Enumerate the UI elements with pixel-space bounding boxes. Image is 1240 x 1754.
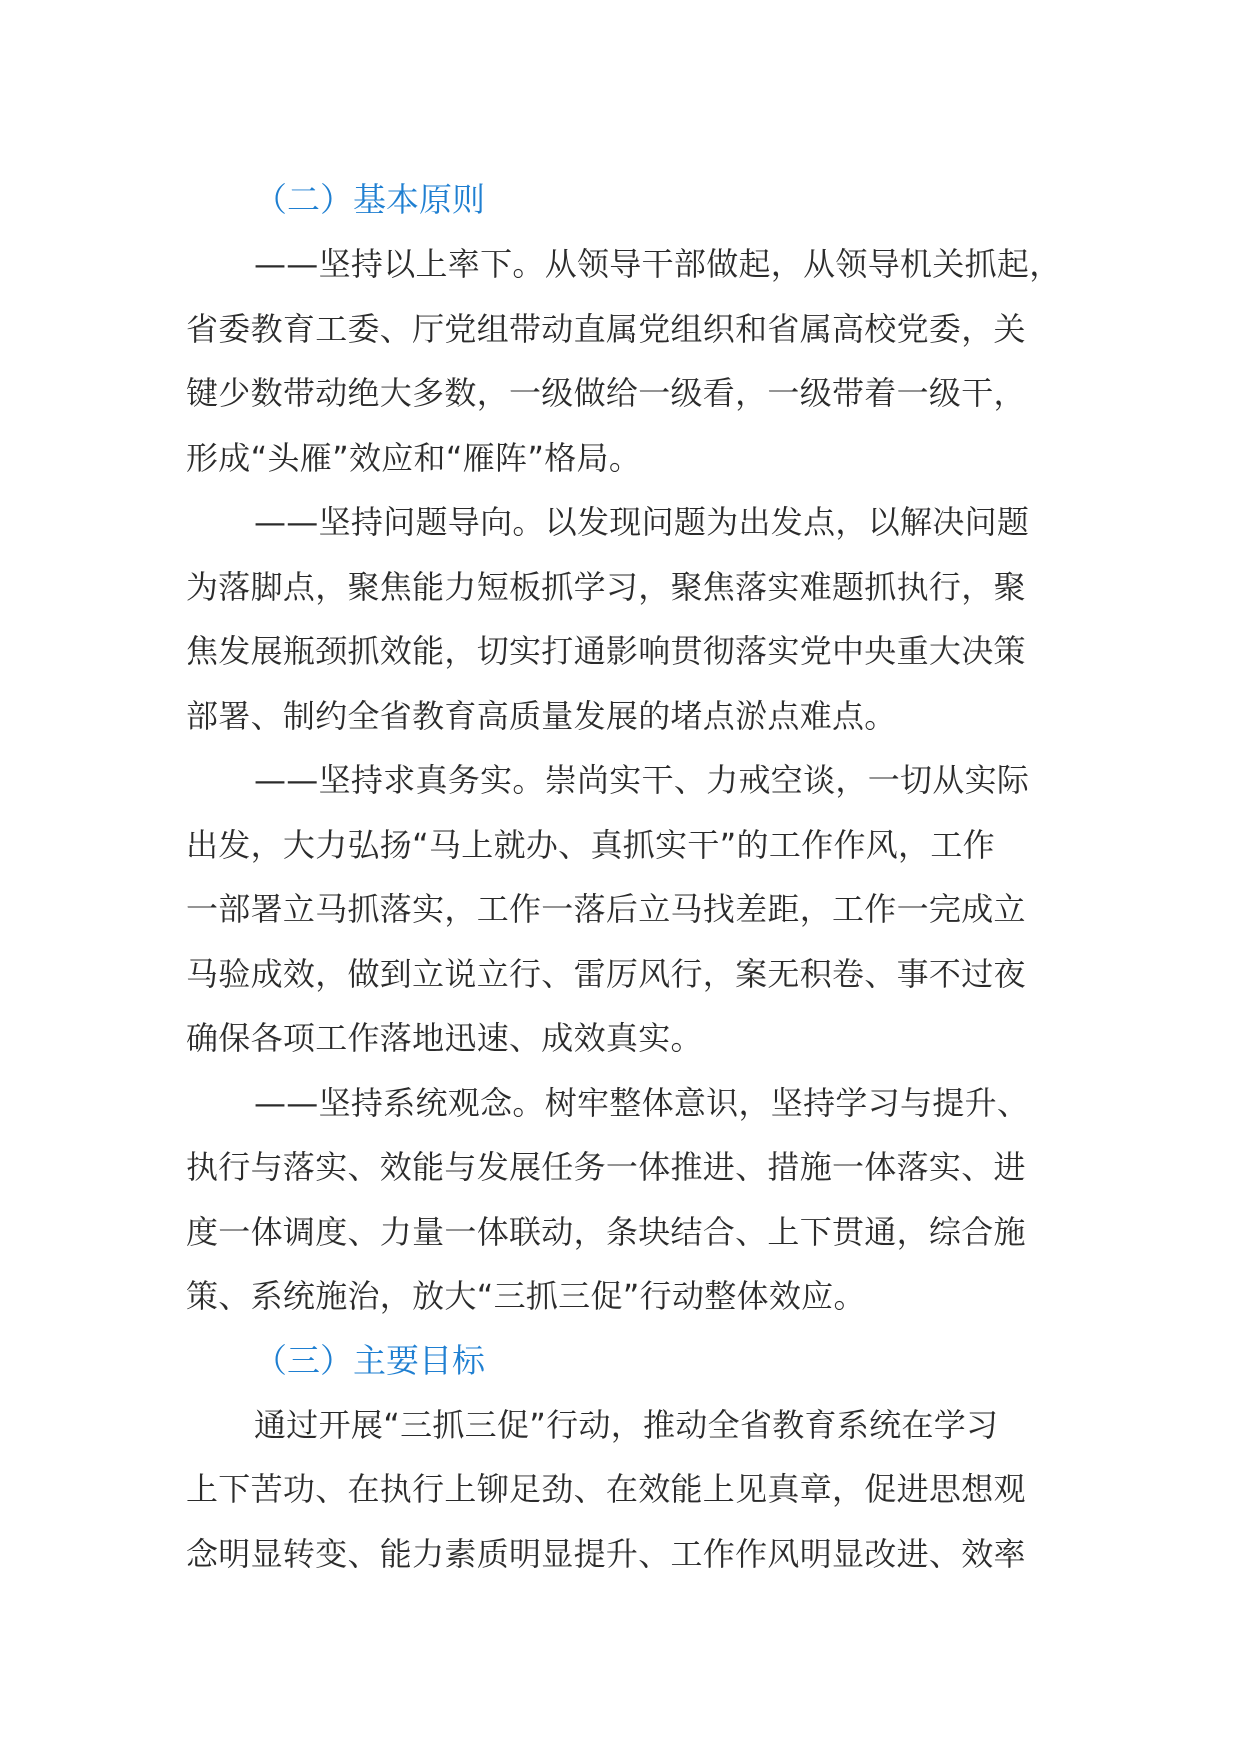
paragraph-line: 部署、制约全省教育高质量发展的堵点淤点难点。 <box>186 696 897 735</box>
paragraph-line: 形成“头雁”效应和“雁阵”格局。 <box>186 438 642 477</box>
paragraph-line: 通过开展“三抓三促”行动，推动全省教育系统在学习 <box>254 1405 999 1444</box>
paragraph-problem-oriented <box>186 490 1056 748</box>
paragraph-line: 念明显转变、能力素质明显提升、工作作风明显改进、效率 <box>186 1534 1026 1573</box>
document-page <box>186 168 1062 1586</box>
paragraph-line: ——坚持求真务实。崇尚实干、力戒空谈，一切从实际 <box>254 761 1030 799</box>
paragraph-line: ——坚持系统观念。树牢整体意识，坚持学习与提升、 <box>254 1083 1030 1122</box>
paragraph-line: 键少数带动绝大多数，一级做给一级看，一级带着一级干， <box>186 374 1026 412</box>
paragraph-line: 焦发展瓶颈抓效能，切实打通影响贯彻落实党中央重大决策 <box>186 632 1026 670</box>
section-heading-basic-principles: （二）基本原则 <box>254 180 485 219</box>
paragraph-seek-truth <box>186 748 1056 1071</box>
paragraph-line: 执行与落实、效能与发展任务一体推进、措施一体落实、进 <box>186 1148 1026 1186</box>
paragraph-systems-thinking <box>186 1071 1056 1329</box>
paragraph-line: ——坚持以上率下。从领导干部做起，从领导机关抓起， <box>254 245 1062 283</box>
paragraph-line: 度一体调度、力量一体联动，条块结合、上下贯通，综合施 <box>186 1212 1026 1251</box>
paragraph-line: 一部署立马抓落实，工作一落后立马找差距，工作一完成立 <box>186 890 1026 928</box>
paragraph-line: 马验成效，做到立说立行、雷厉风行，案无积卷、事不过夜 <box>186 954 1026 993</box>
section-heading-main-goals: （三）主要目标 <box>254 1340 485 1380</box>
paragraph-line: 为落脚点，聚焦能力短板抓学习，聚焦落实难题抓执行，聚 <box>186 567 1026 606</box>
paragraph-lead-by-example <box>186 232 1062 490</box>
paragraph-line: 省委教育工委、厅党组带动直属党组织和省属高校党委，关 <box>186 309 1026 348</box>
paragraph-line: 策、系统施治，放大“三抓三促”行动整体效应。 <box>186 1277 866 1315</box>
paragraph-line: 上下苦功、在执行上铆足劲、在效能上见真章，促进思想观 <box>186 1470 1026 1508</box>
paragraph-line: 出发，大力弘扬“马上就办、真抓实干”的工作作风，工作 <box>186 825 995 864</box>
paragraph-main-goals <box>186 1393 1056 1587</box>
paragraph-line: 确保各项工作落地迅速、成效真实。 <box>186 1019 703 1057</box>
paragraph-line: ——坚持问题导向。以发现问题为出发点，以解决问题 <box>254 503 1030 541</box>
